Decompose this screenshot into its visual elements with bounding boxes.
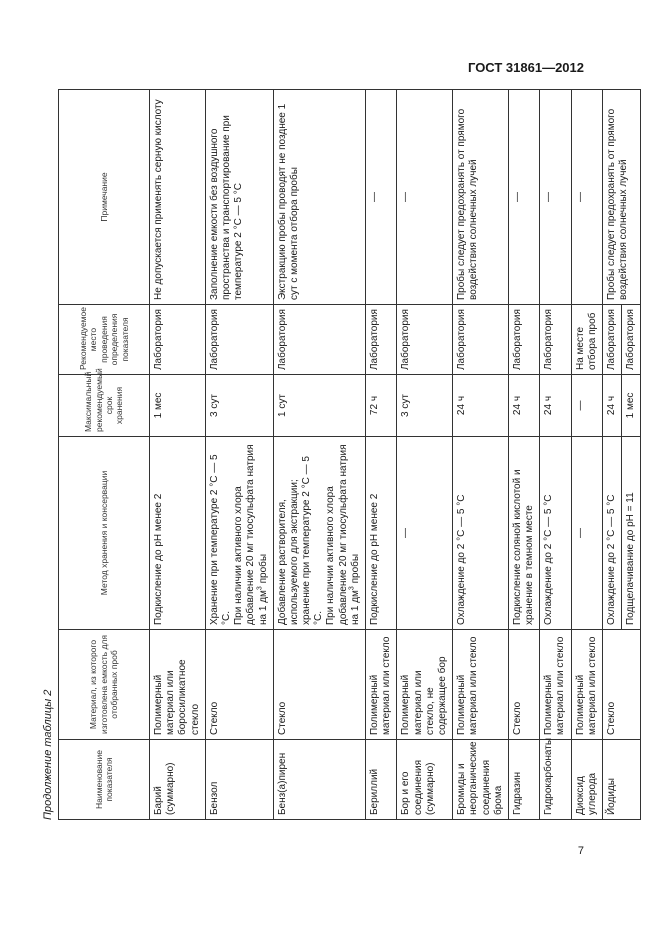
cell-place: Лаборатория [453, 305, 509, 375]
cell-place: Лаборатория [540, 305, 571, 375]
col-header-note: Примечание [59, 90, 150, 305]
cell-name: Йодиды [603, 740, 641, 820]
table-row [205, 90, 273, 820]
cell-place: Лаборатория [150, 305, 206, 375]
col-header-name: Наименование показателя [59, 740, 150, 820]
col-header-term: Максимальный рекомендуемый срок хранения [59, 375, 150, 437]
cell-material: Полимерный материал или стекло [453, 630, 509, 740]
cell-name: Диоксид углерода [571, 740, 602, 820]
page-number: 7 [577, 845, 584, 857]
cell-method: Подкисление до рН менее 2 [366, 437, 397, 630]
cell-name: Гидрокарбонаты [540, 740, 571, 820]
cell-material: Полимерный материал или стекло, не содержащее бор [397, 630, 453, 740]
term-line: 1 мес [621, 375, 637, 436]
cell-note: Не допускается применять серную кислоту [150, 90, 206, 305]
table-row [397, 90, 453, 820]
cell-material: Стекло [603, 630, 641, 740]
method-line: Подщелачивание до рН = 11 [621, 437, 637, 629]
table-row [273, 90, 365, 820]
cell-term: 1 сут [273, 375, 365, 437]
storage-table [58, 89, 641, 820]
cell-material: Стекло [508, 630, 539, 740]
cell-material: Полимерный материал или стекло [366, 630, 397, 740]
cell-place: На месте отбора проб [571, 305, 602, 375]
rotated-content [40, 90, 637, 820]
cell-material: Стекло [273, 630, 365, 740]
cell-name: Гидразин [508, 740, 539, 820]
cell-note: — [508, 90, 539, 305]
cell-place: Лаборатория [508, 305, 539, 375]
method-line: Хранение при температуре 2 °С — 5 °С. [208, 454, 232, 625]
table-row [150, 90, 206, 820]
cell-note: — [366, 90, 397, 305]
cell-place: Лаборатория [366, 305, 397, 375]
cell-material: Стекло [205, 630, 273, 740]
method-line: При наличии активного хлора добавление 20 мг тиосульфата натрия на 1 $дм^3$ пробы [233, 444, 269, 625]
cell-place: Лаборатория [273, 305, 365, 375]
cell-term: 72 ч [366, 375, 397, 437]
cell-material: Полимерный материал или стекло [540, 630, 571, 740]
cell-term: 3 сут [397, 375, 453, 437]
table-header-row [59, 90, 150, 820]
col-header-material: Материал, из которого изготовлена емкость для отобранных проб [59, 630, 150, 740]
method-line: Добавление растворителя, используемого для экстракции; хранение при температуре 2 °С — 5 °С. [276, 456, 325, 625]
cell-place: Лаборатория [397, 305, 453, 375]
table-row [603, 90, 641, 820]
cell-name: Бор и его соединения (суммарно) [397, 740, 453, 820]
cell-method: — [571, 437, 602, 630]
cell-note: — [397, 90, 453, 305]
cell-method [273, 437, 365, 630]
cell-place: Лаборатория [205, 305, 273, 375]
cell-note: — [571, 90, 602, 305]
cell-method: — [397, 437, 453, 630]
cell-term [603, 375, 641, 437]
cell-term: 3 сут [205, 375, 273, 437]
cell-note: Пробы следует предохранять от прямого воздействия солнечных лучей [603, 90, 641, 305]
cell-note: Пробы следует предохранять от прямого воздействия солнечных лучей [453, 90, 509, 305]
table-row [571, 90, 602, 820]
table-caption: Продолжение таблицы 2 [42, 689, 54, 820]
cell-material: Полимерный материал или боросиликатное стекло [150, 630, 206, 740]
cell-name: Бенз(а)пирен [273, 740, 365, 820]
cell-term: 1 мес [150, 375, 206, 437]
col-header-method: Метод хранения и консервации [59, 437, 150, 630]
table-row [508, 90, 539, 820]
place-line: Лаборатория [621, 305, 637, 374]
cell-material: Полимерный материал или стекло [571, 630, 602, 740]
cell-place [603, 305, 641, 375]
standard-header: ГОСТ 31861—2012 [468, 60, 584, 75]
cell-method: Подкисление до рН менее 2 [150, 437, 206, 630]
place-line: Лаборатория [606, 309, 617, 370]
cell-term: — [571, 375, 602, 437]
method-line: Охлаждение до 2 °С — 5 °С [606, 494, 617, 625]
cell-note: Экстракцию пробы проводят не позднее 1 сут с момента отбора пробы [273, 90, 365, 305]
cell-method: Подкисление соляной кислотой и хранение в темном месте [508, 437, 539, 630]
cell-method [205, 437, 273, 630]
cell-term: 24 ч [540, 375, 571, 437]
table-row [540, 90, 571, 820]
col-header-place: Рекомендуемое место проведения определения показателя [59, 305, 150, 375]
cell-method [603, 437, 641, 630]
cell-method: Охлаждение до 2 °С — 5 °С [453, 437, 509, 630]
rotated-table-area [40, 90, 637, 820]
cell-term: 24 ч [508, 375, 539, 437]
table-row [453, 90, 509, 820]
cell-term: 24 ч [453, 375, 509, 437]
cell-method: Охлаждение до 2 °С — 5 °С [540, 437, 571, 630]
cell-name: Бромиды и неорганические соединения брома [453, 740, 509, 820]
table-row [366, 90, 397, 820]
cell-name: Бензол [205, 740, 273, 820]
cell-name: Барий (суммарно) [150, 740, 206, 820]
cell-name: Бериллий [366, 740, 397, 820]
term-line: 24 ч [606, 395, 617, 416]
cell-note: — [540, 90, 571, 305]
cell-note: Заполнение емкости без воздушного пространства и транспортирование при температуре 2 °С — 5 °С [205, 90, 273, 305]
method-line: При наличии активного хлора добавление 20 мг тиосульфата натрия на 1 $дм^3$ пробы [325, 444, 361, 625]
